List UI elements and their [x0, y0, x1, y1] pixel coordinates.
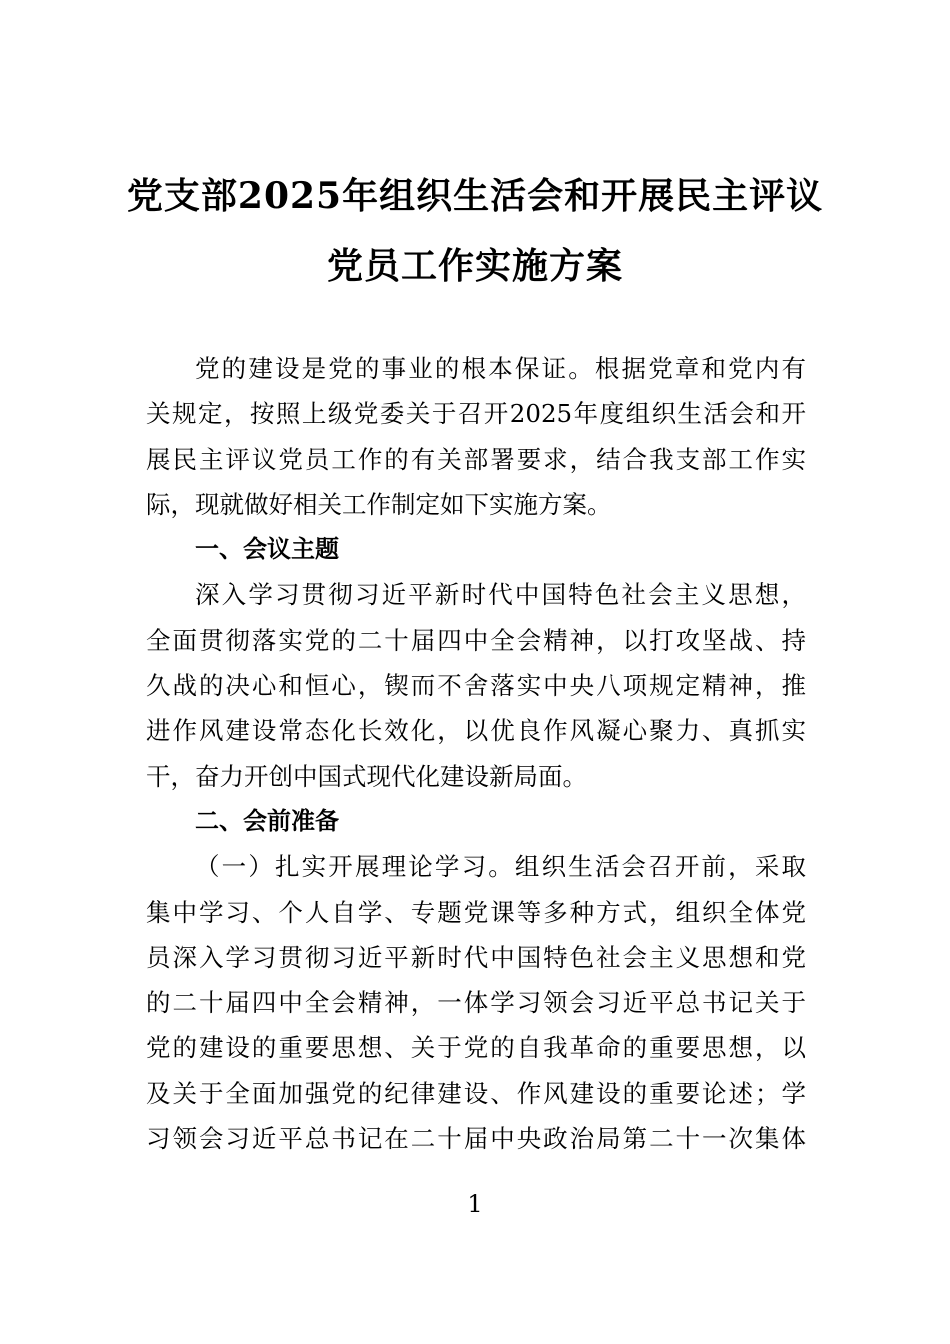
paragraph-line: 展民主评议党员工作的有关部署要求，结合我支部工作实	[146, 444, 806, 474]
paragraph-line: 及关于全面加强党的纪律建设、作风建设的重要论述；学	[146, 1078, 806, 1108]
section-heading: 二、会前准备	[195, 806, 339, 835]
paragraph-line: 久战的决心和恒心，锲而不舍落实中央八项规定精神，推	[146, 671, 806, 701]
paragraph-line: 党的建设的重要思想、关于党的自我革命的重要思想，以	[146, 1033, 806, 1063]
section-heading: 一、会议主题	[195, 535, 339, 564]
paragraph-line: 关规定，按照上级党委关于召开2025年度组织生活会和开	[146, 399, 806, 429]
paragraph-line: 员深入学习贯彻习近平新时代中国特色社会主义思想和党	[146, 942, 806, 972]
paragraph-line: 干，奋力开创中国式现代化建设新局面。	[146, 761, 587, 791]
paragraph-line: 党的建设是党的事业的根本保证。根据党章和党内有	[195, 354, 806, 383]
paragraph-line: 习领会习近平总书记在二十届中央政治局第二十一次集体	[146, 1124, 806, 1154]
paragraph-line: 全面贯彻落实党的二十届四中全会精神，以打攻坚战、持	[146, 625, 806, 655]
paragraph-line: （一）扎实开展理论学习。组织生活会召开前，采取	[195, 852, 806, 882]
paragraph-line: 的二十届四中全会精神，一体学习领会习近平总书记关于	[146, 988, 806, 1018]
document-title-line-2: 党员工作实施方案	[326, 245, 623, 287]
paragraph-line: 深入学习贯彻习近平新时代中国特色社会主义思想，	[195, 580, 806, 610]
document-title-line-1: 党支部2025年组织生活会和开展民主评议	[126, 175, 824, 217]
document-body	[146, 346, 806, 1161]
paragraph-line: 际，现就做好相关工作制定如下实施方案。	[146, 489, 612, 519]
paragraph-line: 集中学习、个人自学、专题党课等多种方式，组织全体党	[146, 897, 806, 927]
paragraph-line: 进作风建设常态化长效化，以优良作风凝心聚力、真抓实	[146, 716, 806, 746]
page-number: 1	[467, 1190, 483, 1218]
